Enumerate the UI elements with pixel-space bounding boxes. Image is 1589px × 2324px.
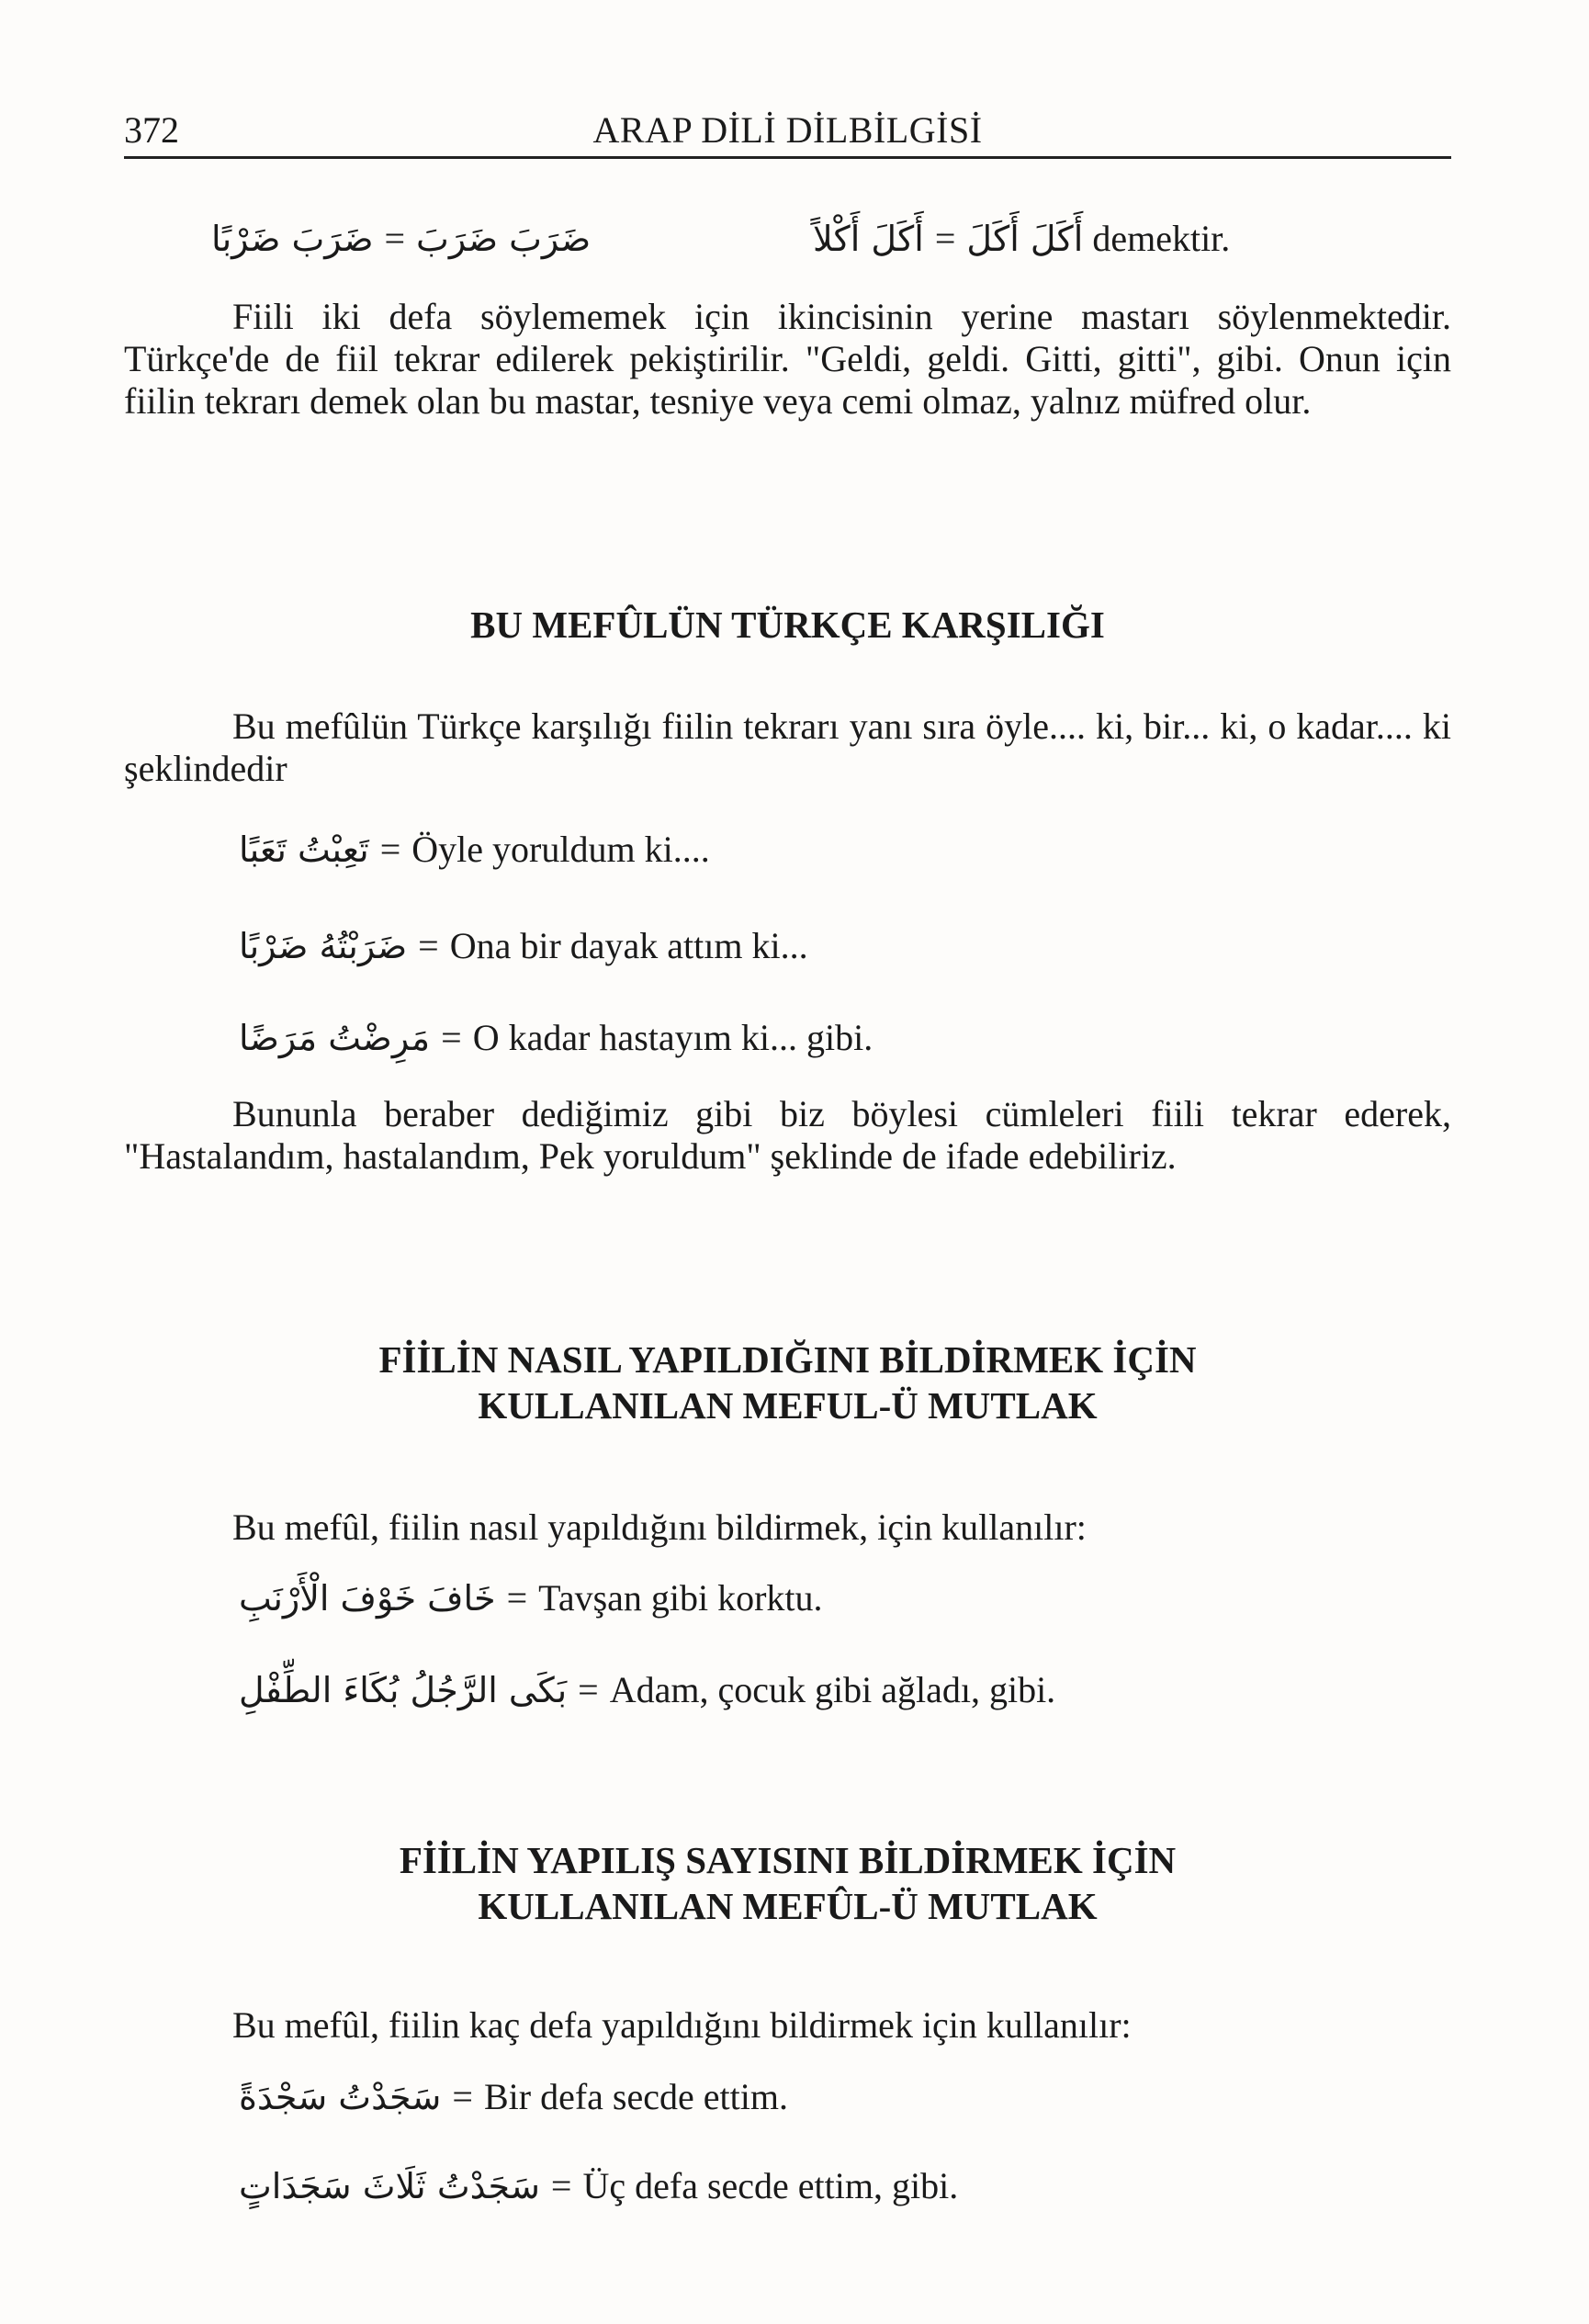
arabic-phrase: أَكَلَ أَكَلَ [966, 219, 1084, 259]
example-row [239, 1015, 873, 1061]
book-page [124, 0, 1451, 2324]
equals-sign: = [418, 925, 439, 966]
arabic-phrase: بَكَى الرَّجُلُ بُكَاءَ الطِّفْلِ [239, 1670, 568, 1710]
example-meaning: O kadar hastayım ki... gibi. [472, 1017, 873, 1058]
equals-sign: = [506, 1577, 528, 1619]
example-meaning: Üç defa secde ettim, gibi. [582, 2165, 959, 2206]
equals-sign: = [934, 218, 956, 259]
example-meaning: Öyle yoruldum ki.... [411, 829, 710, 870]
running-title: ARAP DİLİ DİLBİLGİSİ [592, 109, 983, 151]
section-2-heading [124, 1337, 1451, 1428]
arabic-phrase: ضَرَبَ ضَرَبَ [416, 219, 592, 259]
arabic-result: ضَرَبَ ضَرْبًا [211, 219, 374, 259]
page-number: 372 [124, 109, 179, 151]
intro-example-left [211, 211, 591, 266]
body-paragraph: Fiili iki defa söylememek için ikincisinin yerine mastarı söylenmektedir. Türkçe'de de fiil tekrar edilerek pekiştirilir. "Geldi, geldi. Gitti, gitti", gibi. Onun için fiilin tekrarı demek olan bu mastar, tesniye veya cemi olmaz, yalnız müfred olur. [124, 296, 1451, 422]
arabic-phrase: سَجَدْتُ سَجْدَةً [239, 2077, 442, 2117]
arabic-phrase: تَعِبْتُ تَعَبًا [239, 829, 369, 870]
section-heading: BU MEFÛLÜN TÜRKÇE KARŞILIĞI [470, 604, 1105, 646]
example-row [239, 827, 710, 873]
example-row [239, 1575, 823, 1621]
equals-sign: = [384, 218, 406, 259]
section-2-paragraph [124, 1506, 1451, 1549]
equals-sign: = [379, 829, 401, 870]
example-row [239, 923, 808, 969]
section-1-paragraph-2 [124, 1093, 1451, 1178]
example-row [239, 2163, 958, 2209]
page-header [124, 101, 1451, 159]
example-row [239, 2074, 788, 2120]
arabic-phrase: خَافَ خَوْفَ الْأَرْنَبِ [239, 1578, 496, 1619]
section-heading-line-2: KULLANILAN MEFÛL-Ü MUTLAK [478, 1885, 1098, 1927]
paragraph-1 [124, 296, 1451, 423]
section-3-paragraph [124, 2004, 1451, 2047]
section-1-heading [124, 602, 1451, 648]
arabic-phrase: سَجَدْتُ ثَلَاثَ سَجَدَاتٍ [239, 2166, 540, 2206]
body-paragraph: Bu mefûl, fiilin kaç defa yapıldığını bildirmek için kullanılır: [232, 2004, 1132, 2046]
section-1-paragraph [124, 705, 1451, 790]
section-3-heading [124, 1837, 1451, 1929]
equals-sign: = [550, 2165, 572, 2206]
example-meaning: Bir defa secde ettim. [483, 2076, 788, 2117]
intro-example-right [813, 211, 1230, 266]
section-heading-line-1: FİİLİN NASIL YAPILDIĞINI BİLDİRMEK İÇİN [378, 1338, 1197, 1381]
body-paragraph: Bu mefûlün Türkçe karşılığı fiilin tekrarı yanı sıra öyle.... ki, bir... ki, o kadar.... ki şeklindedir [124, 705, 1451, 789]
equals-sign: = [441, 1017, 462, 1058]
equals-sign: = [452, 2076, 473, 2117]
body-paragraph: Bu mefûl, fiilin nasıl yapıldığını bildirmek, için kullanılır: [232, 1506, 1087, 1548]
arabic-phrase: مَرِضْتُ مَرَضًا [239, 1018, 431, 1058]
arabic-result: أَكَلَ أَكْلاً [813, 219, 924, 259]
example-meaning: Ona bir dayak attım ki... [449, 925, 808, 966]
equals-sign: = [578, 1669, 599, 1710]
section-heading-line-1: FİİLİN YAPILIŞ SAYISINI BİLDİRMEK İÇİN [399, 1839, 1177, 1881]
example-meaning: Tavşan gibi korktu. [538, 1577, 823, 1619]
example-suffix: demektir. [1092, 218, 1231, 259]
example-row [239, 1667, 1055, 1713]
example-meaning: Adam, çocuk gibi ağladı, gibi. [609, 1669, 1056, 1710]
body-paragraph: Bununla beraber dediğimiz gibi biz böylesi cümleleri fiili tekrar ederek, "Hastalandım, hastalandım, Pek yoruldum" şeklinde de ifade edebiliriz. [124, 1093, 1451, 1177]
section-heading-line-2: KULLANILAN MEFUL-Ü MUTLAK [478, 1384, 1098, 1427]
arabic-phrase: ضَرَبْتُهُ ضَرْبًا [239, 926, 408, 966]
